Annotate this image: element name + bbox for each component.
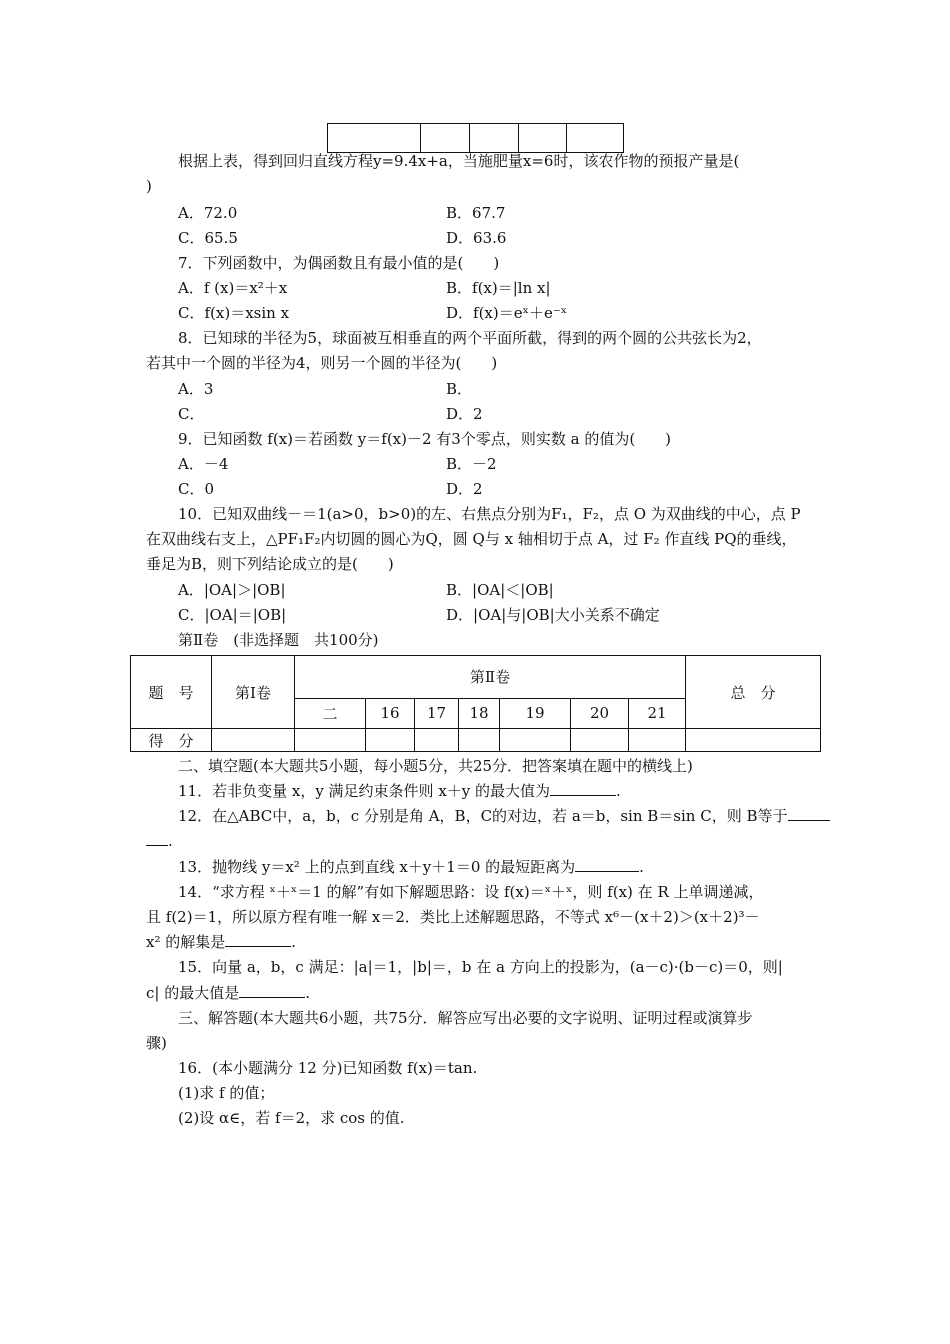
table-cell: [421, 124, 470, 153]
table-row: [131, 656, 821, 699]
option-d: D．63.6: [446, 229, 507, 247]
option-c: C．|OA|＝|OB|: [178, 606, 287, 624]
option-d: D．2: [446, 480, 483, 498]
question-11-line: 11．若非负变量 x，y 满足约束条件则 x＋y 的最大值为 .: [178, 782, 621, 800]
question-16-part1: (1)求 f 的值；: [178, 1084, 275, 1102]
question-6-cont: ): [146, 177, 152, 195]
answer-blank: [146, 845, 168, 846]
table-header: 17: [415, 698, 459, 728]
question-8-text: 8．已知球的半径为5，球面被互相垂直的两个平面所截，得到的两个圆的公共弦长为2，: [178, 329, 762, 347]
option-c: C．0: [178, 480, 215, 498]
table-header: 题 号: [131, 656, 212, 729]
option-a: A．72.0: [178, 204, 238, 222]
question-7-text: 7．下列函数中，为偶函数且有最小值的是( ): [178, 254, 500, 272]
data-table: [327, 123, 624, 153]
question-12-line: [178, 806, 830, 826]
option-b: B．67.7: [446, 204, 506, 222]
table-header: 18: [459, 698, 500, 728]
question-14-text: 14．“求方程 ˣ＋ˣ＝1 的解”有如下解题思路：设 f(x)＝ˣ＋ˣ，则 f(x) 在 R 上单调递减，: [178, 883, 764, 901]
table-header: 第Ⅰ卷: [212, 656, 295, 729]
answer-blank: [225, 946, 291, 947]
solve-section-title: 三、解答题(本大题共6小题，共75分．解答应写出必要的文字说明、证明过程或演算步: [178, 1009, 753, 1027]
table-cell: [295, 729, 366, 752]
option-c: C．f(x)＝xsin x: [178, 304, 290, 322]
table-cell: [500, 729, 571, 752]
table-cell: [629, 729, 686, 752]
question-6-text: 根据上表，得到回归直线方程y=9.4x+a，当施肥量x=6时，该农作物的预报产量是(: [178, 152, 740, 170]
table-header: 第Ⅱ卷: [295, 656, 686, 699]
table-header: 16: [366, 698, 415, 728]
question-12-text: 12．在△ABC中，a，b，c 分别是角 A，B，C的对边，若 a＝b，sin B＝sin C，则 B等于: [178, 807, 788, 825]
table-cell: [212, 729, 295, 752]
table-header: 21: [629, 698, 686, 728]
table-cell: [459, 729, 500, 752]
question-9-text: 9．已知函数 f(x)＝若函数 y＝f(x)－2 有3个零点，则实数 a 的值为( ): [178, 430, 672, 448]
option-d: D．f(x)＝eˣ＋e⁻ˣ: [446, 304, 568, 322]
table-header: 20: [571, 698, 629, 728]
question-13-text: 13．抛物线 y＝x² 上的点到直线 x＋y＋1＝0 的最短距离为: [178, 858, 576, 876]
solve-section-title-cont: 骤): [146, 1034, 167, 1052]
table-header: 总 分: [686, 656, 821, 729]
question-16-part2: (2)设 α∈，若 f＝2，求 cos 的值.: [178, 1109, 405, 1127]
option-b: B．－2: [446, 455, 497, 473]
question-10-text: 10．已知双曲线－＝1(a>0，b>0)的左、右焦点分别为F₁，F₂，点 O 为双曲线的中心，点 P: [178, 505, 801, 523]
option-a: A．f (x)＝x²＋x: [178, 279, 288, 297]
option-d: D．|OA|与|OB|大小关系不确定: [446, 606, 660, 624]
option-a: A．－4: [178, 455, 229, 473]
table-header: 得 分: [131, 729, 212, 752]
table-cell: [328, 124, 421, 153]
option-b: B．f(x)＝|ln x|: [446, 279, 551, 297]
score-table: [130, 655, 821, 752]
option-b: B．|OA|＜|OB|: [446, 581, 554, 599]
question-10-cont: 垂足为B，则下列结论成立的是( ): [146, 555, 394, 573]
question-16-text: 16．(本小题满分 12 分)已知函数 f(x)＝tan.: [178, 1059, 478, 1077]
question-15-cont: c| 的最大值是 .: [146, 984, 311, 1002]
option-d: D．2: [446, 405, 483, 423]
table-cell: [415, 729, 459, 752]
option-c: C．: [178, 405, 205, 423]
question-8-cont: 若其中一个圆的半径为4，则另一个圆的半径为( ): [146, 354, 498, 372]
answer-blank: [575, 871, 639, 872]
table-cell: [519, 124, 567, 153]
answer-blank: [550, 795, 616, 796]
table-cell: [470, 124, 519, 153]
table-row: [328, 124, 624, 153]
question-14-cont2: x² 的解集是 .: [146, 933, 297, 951]
question-14-cont2-text: x² 的解集是: [146, 933, 226, 951]
question-14-cont: 且 f(2)＝1，所以原方程有唯一解 x＝2．类比上述解题思路，不等式 x⁶－(x＋2)＞(x＋2)³－: [146, 908, 760, 926]
question-13-line: 13．抛物线 y＝x² 上的点到直线 x＋y＋1＝0 的最短距离为 .: [178, 858, 644, 876]
table-row: [131, 729, 821, 752]
table-header: 19: [500, 698, 571, 728]
question-15-text: 15．向量 a，b，c 满足：|a|＝1，|b|＝，b 在 a 方向上的投影为，(a－c)·(b－c)＝0，则|: [178, 958, 783, 976]
question-10-cont: 在双曲线右支上，△PF₁F₂内切圆的圆心为Q，圆 Q与 x 轴相切于点 A，过 F₂ 作直线 PQ的垂线，: [146, 530, 797, 548]
question-11-text: 11．若非负变量 x，y 满足约束条件则 x＋y 的最大值为: [178, 782, 551, 800]
question-15-cont-text: c| 的最大值是: [146, 984, 240, 1002]
fill-section-title: 二、填空题(本大题共5小题，每小题5分，共25分．把答案填在题中的横线上): [178, 757, 693, 775]
section-title: 第Ⅱ卷 (非选择题 共100分): [178, 631, 379, 649]
table-cell: [567, 124, 624, 153]
option-b: B．: [446, 380, 473, 398]
option-c: C．65.5: [178, 229, 238, 247]
question-12-cont: .: [146, 831, 173, 851]
table-cell: [366, 729, 415, 752]
table-header: 二: [295, 698, 366, 728]
option-a: A．|OA|＞|OB|: [178, 581, 286, 599]
table-cell: [571, 729, 629, 752]
table-cell: [686, 729, 821, 752]
answer-blank: [788, 820, 830, 821]
answer-blank: [239, 997, 305, 998]
option-a: A．3: [178, 380, 214, 398]
